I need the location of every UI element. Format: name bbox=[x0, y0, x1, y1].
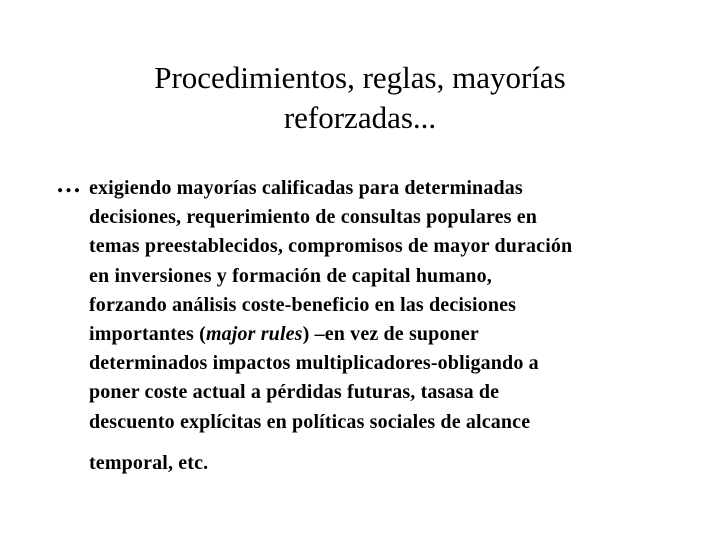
body-line-7: determinados impactos multiplicadores-obligando a bbox=[89, 352, 539, 375]
body-paragraph bbox=[89, 174, 679, 478]
body-line-4: en inversiones y formación de capital humano, bbox=[89, 264, 492, 287]
major-rules-emphasis: major rules bbox=[205, 323, 303, 346]
title-line-1: Procedimientos, reglas, mayorías bbox=[154, 60, 566, 95]
body-line-3: temas preestablecidos, compromisos de mayor duración bbox=[89, 235, 573, 258]
body-line-6 bbox=[89, 320, 679, 349]
ellipsis-bullet: … bbox=[56, 171, 80, 198]
body-line-1: exigiendo mayorías calificadas para determinadas bbox=[89, 177, 523, 199]
body-line-6-start: importantes ( bbox=[89, 323, 206, 346]
body-line-6-end: ) –en vez de suponer bbox=[302, 323, 479, 346]
body-line-5: forzando análisis coste-beneficio en las decisiones bbox=[89, 293, 517, 316]
title-line-2: reforzadas... bbox=[283, 100, 437, 135]
body-line-2: decisiones, requerimiento de consultas populares en bbox=[89, 206, 538, 229]
body-line-9: descuento explícitas en políticas sociales de alcance bbox=[89, 410, 531, 433]
slide-title bbox=[0, 58, 720, 138]
body-line-8: poner coste actual a pérdidas futuras, tasasa de bbox=[89, 381, 500, 404]
body-line-10: temporal, etc. bbox=[89, 451, 209, 474]
